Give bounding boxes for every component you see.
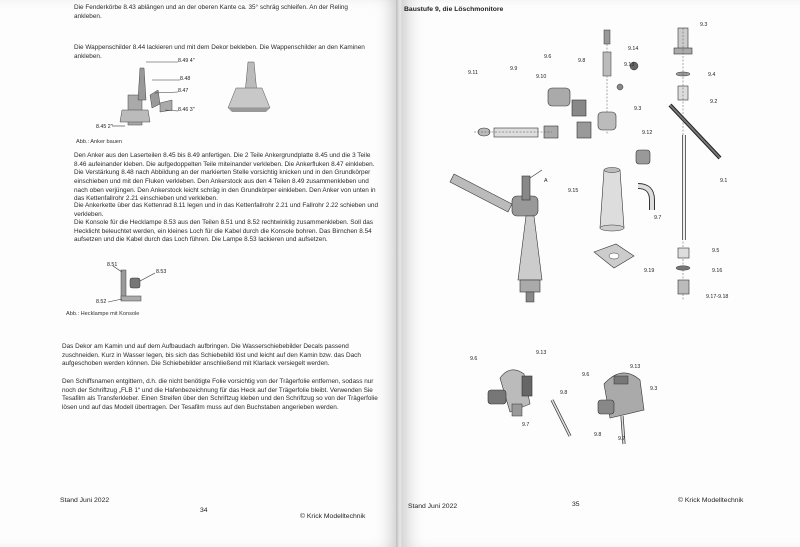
label-849: 8.49 4": [178, 58, 195, 64]
label-b97: 9.7: [522, 422, 530, 428]
left-page: [0, 0, 398, 547]
right-page: [402, 0, 800, 547]
paragraph-fender: Die Fenderkörbe 8.43 ablängen und an der oberen Kante ca. 35° schräg schleifen. An der Reling ankleben.: [74, 4, 348, 20]
paragraph-wappen: Die Wappenschilder 8.44 lackieren und mit dem Dekor bekleben. Die Wappenschilder an den Kaminen ankleben.: [74, 44, 365, 60]
part-912-elbow: [636, 150, 650, 164]
label-919: 9.19: [644, 268, 655, 274]
part-915: [600, 170, 624, 228]
label-c96: 9.6: [582, 372, 590, 378]
label-917: 9.17-9.18: [706, 294, 729, 300]
label-b913: 9.13: [536, 350, 547, 356]
label-97a: 9.7: [654, 215, 662, 221]
assembled-monitor: [450, 170, 542, 302]
label-92: 9.2: [710, 99, 718, 105]
label-b96: 9.6: [470, 356, 478, 362]
label-845: 8.45 2": [96, 124, 113, 130]
exploded-monitor-drawing: [402, 0, 800, 547]
part-95: [678, 248, 689, 258]
paragraph-decals: Das Dekor am Kamin und auf dem Aufbaudach aufbringen. Die Wasserschiebebilder Decals passend zuschneiden. Kurz in Wasser legen, bis sich das Schiebebild löst und leicht auf den Kamin bzw. das Dach aufgeschoben werden können. Die Schiebebilder anschließend mit Klarlack versiegelt werden.: [62, 343, 361, 368]
label-c913: 9.13: [630, 364, 641, 370]
part-99-pipe: [494, 128, 538, 137]
part-910: [548, 88, 570, 106]
label-848: 8.48: [180, 76, 191, 82]
label-c93: 9.3: [650, 386, 658, 392]
label-916: 9.16: [712, 268, 723, 274]
label-910: 9.10: [536, 74, 547, 80]
label-852: 8.52: [96, 299, 107, 305]
label-98a: 9.8: [578, 58, 586, 64]
label-c97: 9.7: [618, 436, 626, 442]
part-917: [678, 280, 689, 294]
footer-date-right: Stand Juni 2022: [408, 503, 458, 510]
label-96a: 9.6: [544, 54, 552, 60]
detail-group-2: [598, 373, 644, 444]
caption-hecklampe: Abb.: Hecklampe mit Konsole: [66, 311, 140, 317]
label-93b: 9.3: [634, 106, 642, 112]
label-A: A: [544, 178, 548, 184]
label-99: 9.9: [510, 66, 518, 72]
label-847: 8.47: [178, 88, 189, 94]
label-93a: 9.3: [700, 22, 708, 28]
label-91: 9.1: [720, 178, 728, 184]
label-915: 9.15: [568, 188, 579, 194]
caption-anchor: Abb.: Anker bauen: [76, 139, 123, 145]
label-95: 9.5: [712, 248, 720, 254]
part-914: [603, 52, 611, 76]
label-911: 9.11: [468, 70, 478, 76]
label-853: 8.53: [156, 269, 167, 275]
paragraph-name: Den Schiffsnamen entgittern, d.h. die nicht benötigte Folie vorsichtig von der Trägerfolie entfernen, sodass nur noch der Schriftzug „FLB 1“ und die Hafenbezeichnung für das Heck auf der Trägerfolie bleibt. Verwenden Sie Tesafilm als Transferkleber. Einen Streifen über den Schriftzug kleben und den Schriftzug so von der Trägerfolie lösen und auf das Modell übertragen. Der Tesafilm muss auf den Buchstaben angerieben werden.: [62, 378, 378, 411]
paragraph-chain: Die Ankerkette über das Kettenrad 8.11 legen und in das Kettenfallrohr 2.21 und Fallrohr 2.22 schieben und verkleben.: [74, 202, 378, 218]
label-b98: 9.8: [560, 390, 568, 396]
label-c98: 9.8: [594, 432, 602, 438]
page-number-right: 35: [572, 501, 580, 508]
footer-copyright-left: © Krick Modelltechnik: [300, 513, 366, 520]
part-916: [676, 266, 690, 270]
hecklampe-figure: [0, 0, 398, 320]
paragraph-console: Die Konsole für die Hecklampe 8.53 aus den Teilen 8.51 und 8.52 rechtwinklig zusammenkleben. Soll das Hecklicht beleuchtet werden, ein kleines Loch für die Kabel durch die Konsole bohren. Das Birnchen 8.54 aufsetzen und die Kabel durch das Loch führen. Die Lampe 8.53 lackieren und aufsetzen.: [74, 219, 373, 244]
footer-copyright-right: © Krick Modelltechnik: [678, 497, 744, 504]
page-number-left: 34: [200, 507, 208, 514]
label-912: 9.12: [642, 130, 653, 136]
paragraph-anchor: Den Anker aus den Laserteilen 8.45 bis 8.49 anfertigen. Die 2 Teile Ankergrundplatte 8.45 und die 3 Teile 8.46 aufeinander kleben. Die aufgedoppelten Teile miteinander verkleben. Die Ankerfluken 8.47 einkleben. Die Verstärkung 8.48 nach Abbildung an der markierten Stelle vorsichtig knicken und in den Grundkörper einschieben und mit den Fluken verkleben. Den Ankerstock aus den 4 Teilen 8.49 zusammenkleben und nach oben verjüngen. Den Ankerstock leicht schräg in den Grundkörper einkleben. Den Anker von unten in das Kettenfallrohr 2.21 einschieben und verkleben.: [74, 152, 376, 203]
label-94: 9.4: [708, 72, 716, 78]
section-title: Baustufe 9, die Löschmonitore: [404, 6, 504, 13]
footer-date-left: Stand Juni 2022: [60, 497, 110, 504]
part-98: [572, 100, 586, 116]
part-93-body: [598, 112, 616, 130]
label-914: 9.14: [628, 46, 639, 52]
label-851: 8.51: [107, 262, 118, 268]
label-913a: 9.13: [624, 62, 635, 68]
label-846: 8.46 3": [178, 107, 195, 113]
